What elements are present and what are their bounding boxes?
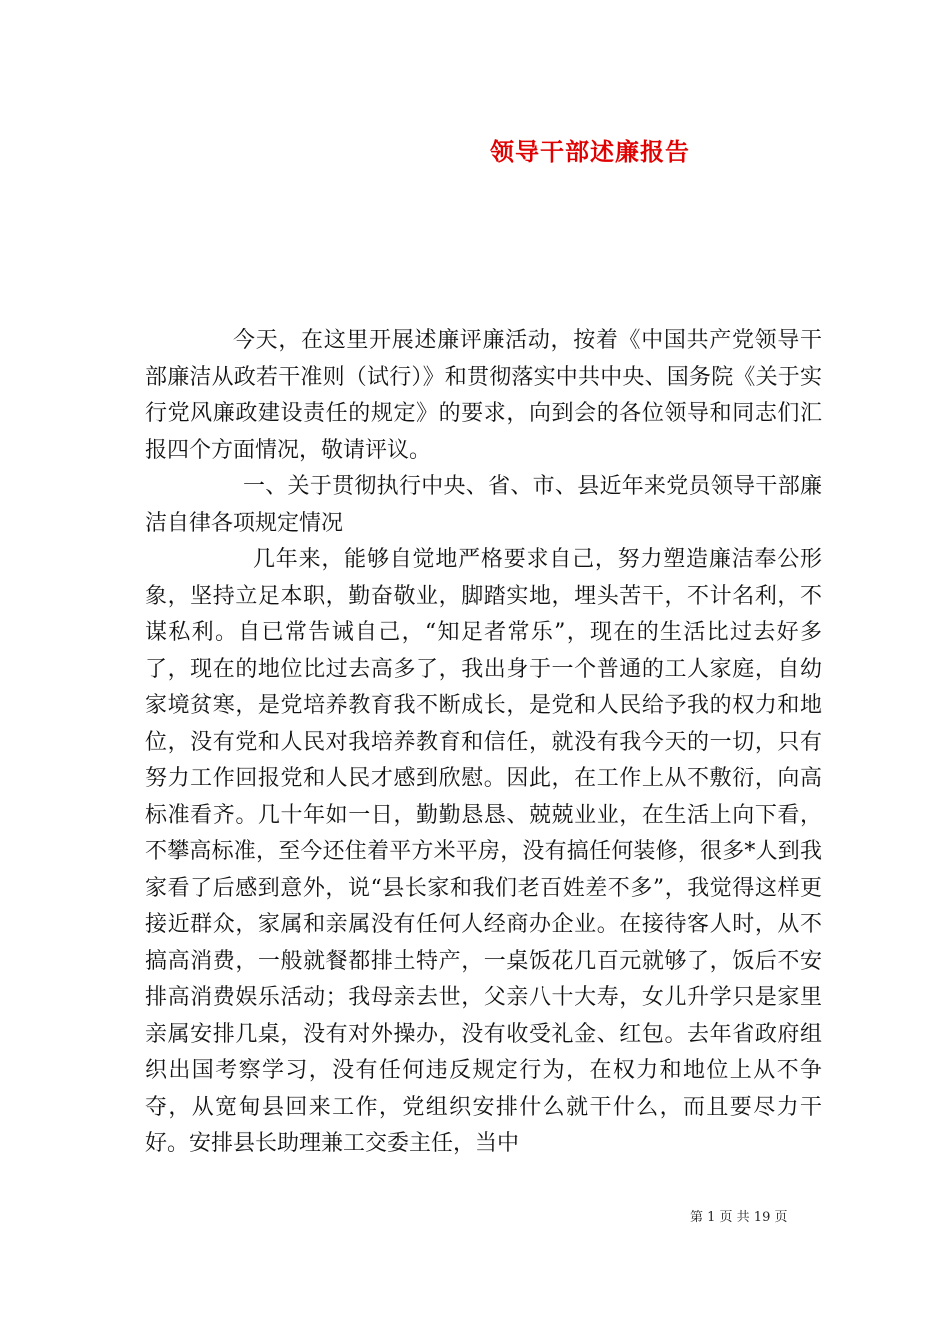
paragraph-section-heading: 一、关于贯彻执行中央、省、市、县近年来党员领导干部廉洁自律各项规定情况 <box>145 474 822 536</box>
document-title: 领导干部述廉报告 <box>490 137 690 166</box>
page-number-footer: 第 1 页 共 19 页 <box>690 1210 788 1225</box>
paragraph-intro: 今天，在这里开展述廉评廉活动，按着《中国共产党领导干部廉洁从政若干准则（试行）》和贯彻落实中共中央、国务院《关于实行党风廉政建设责任的规定》的要求，向到会的各位领导和同志们汇报四个方面情况，敬请评议。 <box>145 328 822 463</box>
paragraph-body: 几年来，能够自觉地严格要求自己，努力塑造廉洁奉公形象，坚持立足本职，勤奋敬业，脚踏实地，埋头苦干，不计名利，不谋私利。自已常告诫自己，“知足者常乐”，现在的生活比过去好多了，现在的地位比过去高多了，我出身于一个普通的工人家庭，自幼家境贫寒，是党培养教育我不断成长，是党和人民给予我的权力和地位，没有党和人民对我培养教育和信任，就没有我今天的一切，只有努力工作回报党和人民才感到欣慰。因此，在工作上从不敷衍，向高标准看齐。几十年如一日，勤勤恳恳、兢兢业业，在生活上向下看，不攀高标准，至今还住着平方米平房，没有搞任何装修，很多*人到我家看了后感到意外，说“县长家和我们老百姓差不多”，我觉得这样更接近群众，家属和亲属没有任何人经商办企业。在接待客人时，从不搞高消费，一般就餐都排土特产，一桌饭花几百元就够了，饭后不安排高消费娱乐活动；我母亲去世，父亲八十大寿，女儿升学只是家里亲属安排几桌，没有对外操办，没有收受礼金、红包。去年省政府组织出国考察学习，没有任何违反规定行为，在权力和地位上从不争夺，从宽甸县回来工作，党组织安排什么就干什么，而且要尽力干好。安排县长助理兼工交委主任，当中 <box>145 547 822 1156</box>
document-body <box>145 323 822 1163</box>
